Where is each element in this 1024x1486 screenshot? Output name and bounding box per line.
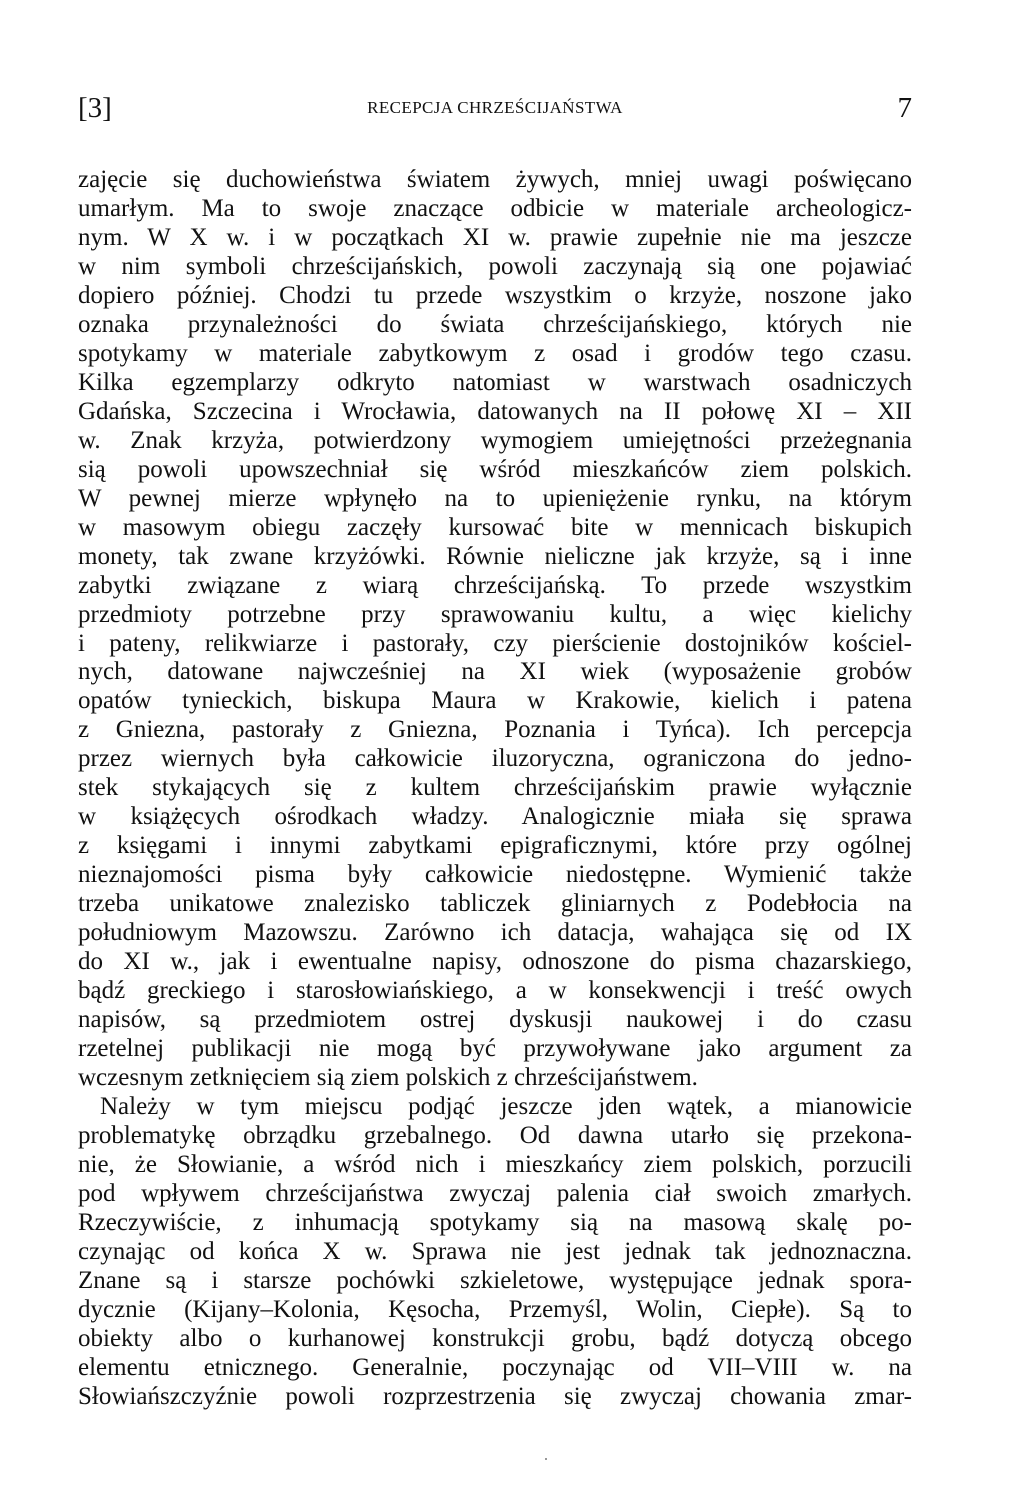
text-line: południowym Mazowszu. Zarówno ich datacja, wahająca się od IX [78,919,912,947]
text-line: przedmioty potrzebne przy sprawowaniu kultu, a więc kielichy [78,600,912,628]
paragraph-last-line: wczesnym zetknięciem sią ziem polskich z chrześcijaństwem. [78,1064,698,1092]
paragraph-first-line: Należy w tym miejscu podjąć jeszcze jden wątek, a mianowicie [100,1093,912,1120]
text-line: W pewnej mierze wpłynęło na to upieniężenie rynku, na którym [78,484,912,512]
text-line: problematykę obrządku grzebalnego. Od dawna utarło się przekona- [78,1121,912,1149]
text-line: pod wpływem chrześcijaństwa zwyczaj palenia ciał swoich zmarłych. [78,1179,912,1207]
text-line: nieznajomości pisma były całkowicie niedostępne. Wymienić także [78,861,912,889]
text-line: obiekty albo o kurhanowej konstrukcji grobu, bądź dotyczą obcego [78,1324,912,1352]
text-line: w. Znak krzyża, potwierdzony wymogiem umiejętności przeżegnania [78,426,912,454]
text-line: Rzeczywiście, z inhumacją spotykamy sią na masową skalę po- [78,1208,912,1236]
text-line: napisów, są przedmiotem ostrej dyskusji naukowej i do czasu [78,1006,912,1034]
text-line: czynając od końca X w. Sprawa nie jest jednak tak jednoznaczna. [78,1237,912,1265]
text-line: sią powoli upowszechniał się wśród mieszkańców ziem polskich. [78,455,912,483]
text-line: oznaka przynależności do świata chrześcijańskiego, których nie [78,310,912,338]
text-line: spotykamy w materiale zabytkowym z osad i grodów tego czasu. [78,339,912,367]
text-line: nych, datowane najwcześniej na XI wiek (wyposażenie grobów [78,658,912,686]
text-line: zajęcie się duchowieństwa światem żywych, mniej uwagi poświęcano [78,166,912,193]
text-line: do XI w., jak i ewentualne napisy, odnoszone do pisma chazarskiego, [78,948,912,976]
text-line: rzetelnej publikacji nie mogą być przywoływane jako argument za [78,1035,912,1063]
text-line: przez wiernych była całkowicie iluzoryczna, ograniczona do jedno- [78,745,912,773]
text-line: opatów tynieckich, biskupa Maura w Krakowie, kielich i patena [78,687,912,715]
text-line: z Gniezna, pastorały z Gniezna, Poznania i Tyńca). Ich percepcja [78,716,912,744]
scan-speck [545,1458,547,1460]
text-line: nym. W X w. i w początkach XI w. prawie zupełnie nie ma jeszcze [78,223,912,251]
text-line: monety, tak zwane krzyżówki. Równie nieliczne jak krzyże, są i inne [78,542,912,570]
body-text [78,166,912,1412]
text-line: i pateny, relikwiarze i pastorały, czy pierścienie dostojników kościel- [78,629,912,657]
text-line: dopiero później. Chodzi tu przede wszystkim o krzyże, noszone jako [78,281,912,309]
text-line: w książęcych ośrodkach władzy. Analogicznie miała się sprawa [78,803,912,831]
text-line: nie, że Słowianie, a wśród nich i mieszkańcy ziem polskich, porzucili [78,1150,912,1178]
text-line: elementu etnicznego. Generalnie, poczynając od VII–VIII w. na [78,1353,912,1381]
text-line: trzeba unikatowe znalezisko tabliczek gliniarnych z Podebłocia na [78,890,912,918]
section-reference: [3] [78,92,112,124]
text-line: Kilka egzemplarzy odkryto natomiast w warstwach osadniczych [78,368,912,396]
running-head [78,88,912,128]
running-title: RECEPCJA CHRZEŚCIJAŃSTWA [367,98,623,117]
text-line: umarłym. Ma to swoje znaczące odbicie w materiale archeologicz- [78,194,912,222]
text-line: Znane są i starsze pochówki szkieletowe, występujące jednak spora- [78,1266,912,1294]
text-line: w masowym obiegu zaczęły kursować bite w mennicach biskupich [78,513,912,541]
text-line: Słowiańszczyźnie powoli rozprzestrzenia się zwyczaj chowania zmar- [78,1382,912,1410]
text-line: w nim symboli chrześcijańskich, powoli zaczynają sią one pojawiać [78,252,912,280]
text-line: stek stykających się z kultem chrześcijańskim prawie wyłącznie [78,774,912,802]
text-line: dycznie (Kijany–Kolonia, Kęsocha, Przemyśl, Wolin, Ciepłe). Są to [78,1295,912,1323]
text-line: Gdańska, Szczecina i Wrocławia, datowanych na II połowę XI – XII [78,397,912,425]
text-line: z księgami i innymi zabytkami epigraficznymi, które przy ogólnej [78,832,912,860]
text-line: zabytki związane z wiarą chrześcijańską. To przede wszystkim [78,571,912,599]
text-line: bądź greckiego i starosłowiańskiego, a w konsekwencji i treść owych [78,977,912,1005]
page-number: 7 [897,92,912,124]
